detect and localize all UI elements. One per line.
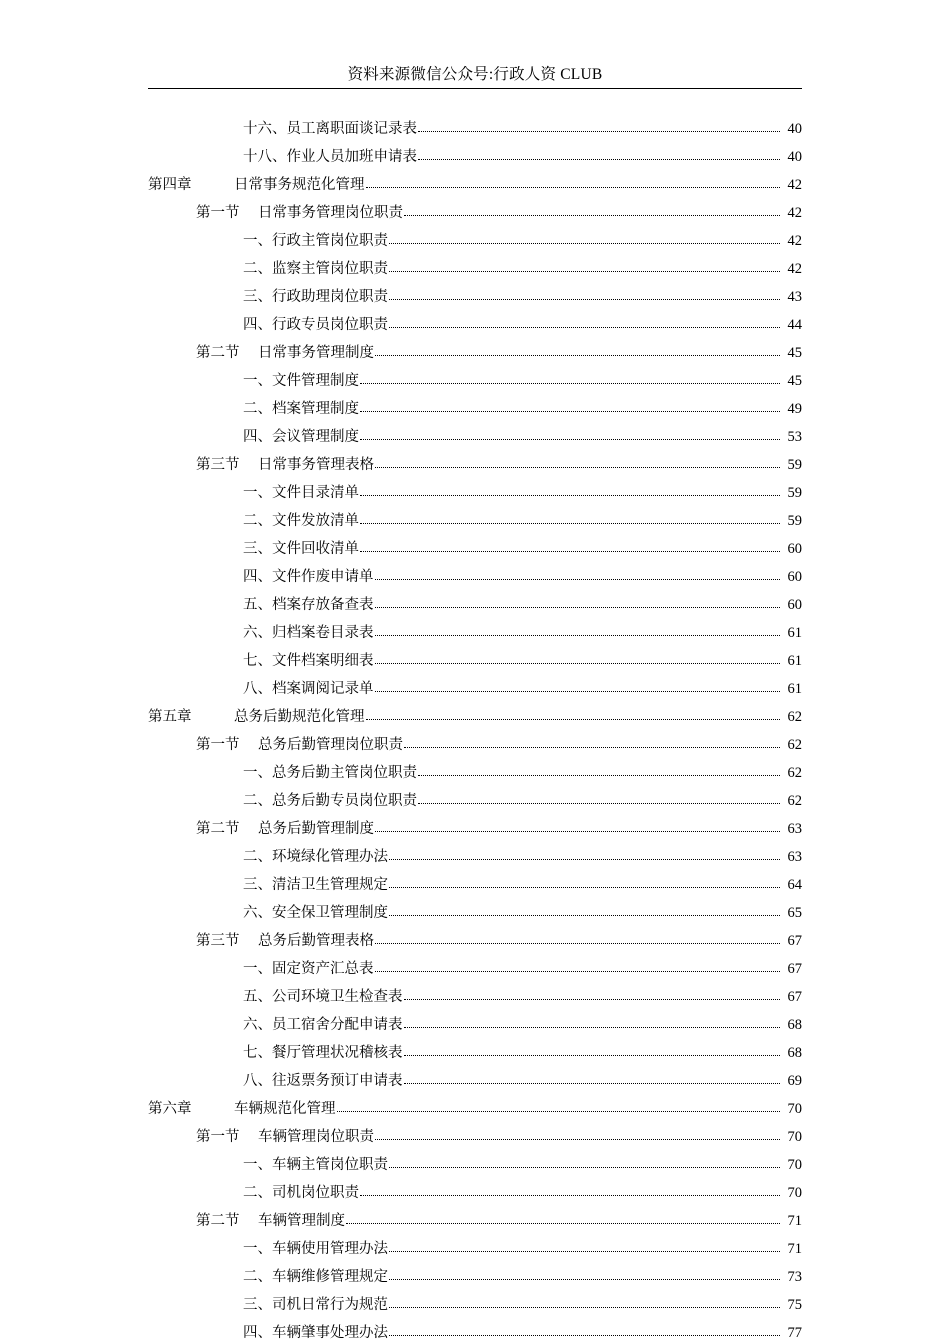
toc-leader-dots <box>375 830 780 832</box>
toc-leader-dots <box>360 1194 780 1196</box>
header-divider <box>148 88 802 89</box>
toc-leader-dots <box>404 746 780 748</box>
toc-entry-title: 一、文件管理制度 <box>243 372 359 389</box>
toc-entry-page-number: 70 <box>787 1156 802 1173</box>
toc-entry-title: 五、公司环境卫生检查表 <box>243 988 403 1005</box>
toc-leader-dots <box>389 298 780 300</box>
toc-entry-page-number: 59 <box>787 512 802 529</box>
toc-leader-dots <box>375 662 781 664</box>
toc-leader-dots <box>404 1026 781 1028</box>
toc-entry-title: 一、固定资产汇总表 <box>243 960 374 977</box>
toc-entry[interactable] <box>0 500 950 528</box>
toc-entry[interactable] <box>0 1200 950 1228</box>
toc-entry-page-number: 53 <box>787 428 802 445</box>
toc-entry-title: 三、行政助理岗位职责 <box>243 288 388 305</box>
toc-entry-label: 第六章 <box>148 1100 192 1117</box>
toc-entry[interactable] <box>0 164 950 192</box>
toc-entry[interactable] <box>0 976 950 1004</box>
toc-entry-page-number: 61 <box>787 680 802 697</box>
toc-leader-dots <box>404 1082 781 1084</box>
toc-entry-title: 七、文件档案明细表 <box>243 652 374 669</box>
toc-entry[interactable] <box>0 920 950 948</box>
toc-entry-page-number: 60 <box>787 568 802 585</box>
toc-entry[interactable] <box>0 612 950 640</box>
toc-entry-title: 三、司机日常行为规范 <box>243 1296 388 1313</box>
toc-entry-title: 二、环境绿化管理办法 <box>243 848 388 865</box>
toc-leader-dots <box>360 550 780 552</box>
toc-entry-page-number: 70 <box>787 1184 802 1201</box>
toc-entry-title: 四、文件作废申请单 <box>243 568 374 585</box>
toc-entry-title: 三、清洁卫生管理规定 <box>243 876 388 893</box>
toc-entry[interactable] <box>0 1284 950 1312</box>
toc-entry-label: 第一节 <box>196 736 240 753</box>
toc-entry[interactable] <box>0 528 950 556</box>
toc-leader-dots <box>389 1306 780 1308</box>
toc-leader-dots <box>389 1334 780 1336</box>
toc-leader-dots <box>360 410 780 412</box>
toc-entry[interactable] <box>0 1312 950 1340</box>
toc-entry-page-number: 75 <box>787 1296 802 1313</box>
toc-leader-dots <box>375 578 781 580</box>
toc-leader-dots <box>346 1222 780 1224</box>
toc-entry-title: 车辆管理岗位职责 <box>258 1128 374 1145</box>
toc-entry-page-number: 42 <box>787 204 802 221</box>
toc-entry-title: 二、档案管理制度 <box>243 400 359 417</box>
toc-leader-dots <box>404 1054 781 1056</box>
toc-entry[interactable] <box>0 1004 950 1032</box>
toc-entry[interactable] <box>0 808 950 836</box>
toc-leader-dots <box>418 774 780 776</box>
toc-entry-page-number: 59 <box>787 484 802 501</box>
toc-entry-label: 第一节 <box>196 1128 240 1145</box>
toc-entry-label: 第五章 <box>148 708 192 725</box>
toc-entry-title: 日常事务管理制度 <box>258 344 374 361</box>
toc-entry-title: 三、文件回收清单 <box>243 540 359 557</box>
toc-leader-dots <box>404 998 781 1000</box>
toc-entry-page-number: 69 <box>787 1072 802 1089</box>
toc-entry-page-number: 70 <box>787 1128 802 1145</box>
toc-entry[interactable] <box>0 136 950 164</box>
toc-entry[interactable] <box>0 416 950 444</box>
page-header: 资料来源微信公众号:行政人资 CLUB <box>347 66 603 83</box>
toc-entry-page-number: 67 <box>787 960 802 977</box>
toc-leader-dots <box>389 1166 780 1168</box>
toc-entry-title: 二、车辆维修管理规定 <box>243 1268 388 1285</box>
toc-entry-page-number: 68 <box>787 1016 802 1033</box>
toc-entry-title: 六、安全保卫管理制度 <box>243 904 388 921</box>
toc-entry-label: 第四章 <box>148 176 192 193</box>
toc-entry-title: 六、员工宿舍分配申请表 <box>243 1016 403 1033</box>
toc-entry[interactable] <box>0 1060 950 1088</box>
toc-entry-page-number: 64 <box>787 876 802 893</box>
toc-entry[interactable] <box>0 388 950 416</box>
toc-entry-page-number: 45 <box>787 344 802 361</box>
toc-entry[interactable] <box>0 108 950 136</box>
toc-entry[interactable] <box>0 948 950 976</box>
toc-entry[interactable] <box>0 640 950 668</box>
toc-entry-page-number: 60 <box>787 540 802 557</box>
toc-entry-title: 四、行政专员岗位职责 <box>243 316 388 333</box>
toc-leader-dots <box>360 438 780 440</box>
toc-entry-title: 二、监察主管岗位职责 <box>243 260 388 277</box>
toc-entry-title: 一、行政主管岗位职责 <box>243 232 388 249</box>
toc-entry-page-number: 43 <box>787 288 802 305</box>
toc-leader-dots <box>375 354 780 356</box>
toc-entry[interactable] <box>0 332 950 360</box>
toc-entry-label: 第一节 <box>196 204 240 221</box>
toc-entry[interactable] <box>0 1116 950 1144</box>
toc-entry-page-number: 40 <box>787 120 802 137</box>
toc-leader-dots <box>366 718 781 720</box>
toc-entry-page-number: 68 <box>787 1044 802 1061</box>
toc-leader-dots <box>389 1250 780 1252</box>
toc-entry[interactable] <box>0 1032 950 1060</box>
toc-entry[interactable] <box>0 780 950 808</box>
toc-entry-title: 总务后勤规范化管理 <box>234 708 365 725</box>
toc-entry-page-number: 49 <box>787 400 802 417</box>
toc-entry-page-number: 60 <box>787 596 802 613</box>
toc-entry-page-number: 40 <box>787 148 802 165</box>
toc-entry-title: 车辆规范化管理 <box>234 1100 336 1117</box>
toc-entry-page-number: 63 <box>787 848 802 865</box>
toc-entry-title: 六、归档案卷目录表 <box>243 624 374 641</box>
toc-entry-title: 日常事务规范化管理 <box>234 176 365 193</box>
toc-entry-title: 一、车辆使用管理办法 <box>243 1240 388 1257</box>
toc-entry[interactable] <box>0 220 950 248</box>
toc-leader-dots <box>375 942 780 944</box>
toc-entry[interactable] <box>0 556 950 584</box>
toc-entry-page-number: 61 <box>787 624 802 641</box>
toc-entry[interactable] <box>0 1228 950 1256</box>
toc-entry[interactable] <box>0 444 950 472</box>
toc-entry-page-number: 73 <box>787 1268 802 1285</box>
toc-leader-dots <box>375 466 780 468</box>
toc-entry-page-number: 42 <box>787 176 802 193</box>
toc-entry-page-number: 42 <box>787 232 802 249</box>
toc-entry-title: 车辆管理制度 <box>258 1212 345 1229</box>
toc-entry-page-number: 67 <box>787 988 802 1005</box>
toc-leader-dots <box>375 606 781 608</box>
toc-leader-dots <box>375 970 781 972</box>
toc-entry-page-number: 59 <box>787 456 802 473</box>
toc-entry[interactable] <box>0 836 950 864</box>
toc-entry[interactable] <box>0 192 950 220</box>
toc-entry-page-number: 63 <box>787 820 802 837</box>
toc-entry-title: 四、会议管理制度 <box>243 428 359 445</box>
toc-entry[interactable] <box>0 304 950 332</box>
toc-entry-title: 总务后勤管理岗位职责 <box>258 736 403 753</box>
toc-entry[interactable] <box>0 584 950 612</box>
toc-entry-title: 总务后勤管理表格 <box>258 932 374 949</box>
toc-leader-dots <box>337 1110 781 1112</box>
toc-entry-page-number: 65 <box>787 904 802 921</box>
toc-entry-page-number: 61 <box>787 652 802 669</box>
table-of-contents <box>0 108 950 1340</box>
toc-leader-dots <box>418 158 780 160</box>
toc-entry-page-number: 62 <box>787 792 802 809</box>
toc-leader-dots <box>375 634 781 636</box>
toc-entry[interactable] <box>0 752 950 780</box>
toc-entry-page-number: 42 <box>787 260 802 277</box>
toc-entry[interactable] <box>0 1088 950 1116</box>
toc-entry-title: 十八、作业人员加班申请表 <box>243 148 417 165</box>
toc-entry[interactable] <box>0 1172 950 1200</box>
toc-entry-title: 八、往返票务预订申请表 <box>243 1072 403 1089</box>
toc-leader-dots <box>389 270 780 272</box>
toc-leader-dots <box>389 1278 780 1280</box>
toc-entry-title: 日常事务管理表格 <box>258 456 374 473</box>
toc-entry-title: 总务后勤管理制度 <box>258 820 374 837</box>
toc-leader-dots <box>360 494 780 496</box>
toc-leader-dots <box>389 326 780 328</box>
toc-entry[interactable] <box>0 276 950 304</box>
toc-entry[interactable] <box>0 696 950 724</box>
toc-leader-dots <box>360 382 780 384</box>
toc-entry-title: 二、文件发放清单 <box>243 512 359 529</box>
toc-entry-title: 二、司机岗位职责 <box>243 1184 359 1201</box>
toc-entry-page-number: 62 <box>787 764 802 781</box>
toc-entry-title: 一、车辆主管岗位职责 <box>243 1156 388 1173</box>
toc-entry-title: 日常事务管理岗位职责 <box>258 204 403 221</box>
toc-entry-label: 第二节 <box>196 1212 240 1229</box>
toc-entry[interactable] <box>0 724 950 752</box>
toc-entry-title: 十六、员工离职面谈记录表 <box>243 120 417 137</box>
toc-entry-page-number: 45 <box>787 372 802 389</box>
toc-entry-title: 八、档案调阅记录单 <box>243 680 374 697</box>
toc-entry[interactable] <box>0 668 950 696</box>
toc-leader-dots <box>418 802 780 804</box>
toc-leader-dots <box>375 1138 780 1140</box>
toc-entry-title: 一、总务后勤主管岗位职责 <box>243 764 417 781</box>
toc-leader-dots <box>360 522 780 524</box>
toc-entry-page-number: 71 <box>787 1240 802 1257</box>
toc-entry-label: 第三节 <box>196 456 240 473</box>
toc-leader-dots <box>389 242 780 244</box>
toc-entry-title: 一、文件目录清单 <box>243 484 359 501</box>
toc-entry-page-number: 70 <box>787 1100 802 1117</box>
toc-entry-page-number: 62 <box>787 708 802 725</box>
toc-leader-dots <box>375 690 781 692</box>
toc-leader-dots <box>404 214 780 216</box>
toc-entry-page-number: 71 <box>787 1212 802 1229</box>
toc-entry-label: 第三节 <box>196 932 240 949</box>
toc-entry-title: 四、车辆肇事处理办法 <box>243 1324 388 1341</box>
toc-leader-dots <box>389 914 780 916</box>
toc-entry-page-number: 77 <box>787 1324 802 1341</box>
toc-leader-dots <box>418 130 780 132</box>
toc-entry-title: 二、总务后勤专员岗位职责 <box>243 792 417 809</box>
toc-entry-label: 第二节 <box>196 344 240 361</box>
toc-entry[interactable] <box>0 360 950 388</box>
toc-entry[interactable] <box>0 472 950 500</box>
toc-entry-page-number: 67 <box>787 932 802 949</box>
toc-entry[interactable] <box>0 1256 950 1284</box>
toc-entry[interactable] <box>0 864 950 892</box>
toc-entry-label: 第二节 <box>196 820 240 837</box>
toc-entry-page-number: 44 <box>787 316 802 333</box>
toc-leader-dots <box>389 858 780 860</box>
toc-entry[interactable] <box>0 892 950 920</box>
toc-entry-title: 七、餐厅管理状况稽核表 <box>243 1044 403 1061</box>
toc-leader-dots <box>366 186 781 188</box>
toc-leader-dots <box>389 886 780 888</box>
toc-entry-page-number: 62 <box>787 736 802 753</box>
toc-entry[interactable] <box>0 1144 950 1172</box>
toc-entry-title: 五、档案存放备查表 <box>243 596 374 613</box>
toc-entry[interactable] <box>0 248 950 276</box>
